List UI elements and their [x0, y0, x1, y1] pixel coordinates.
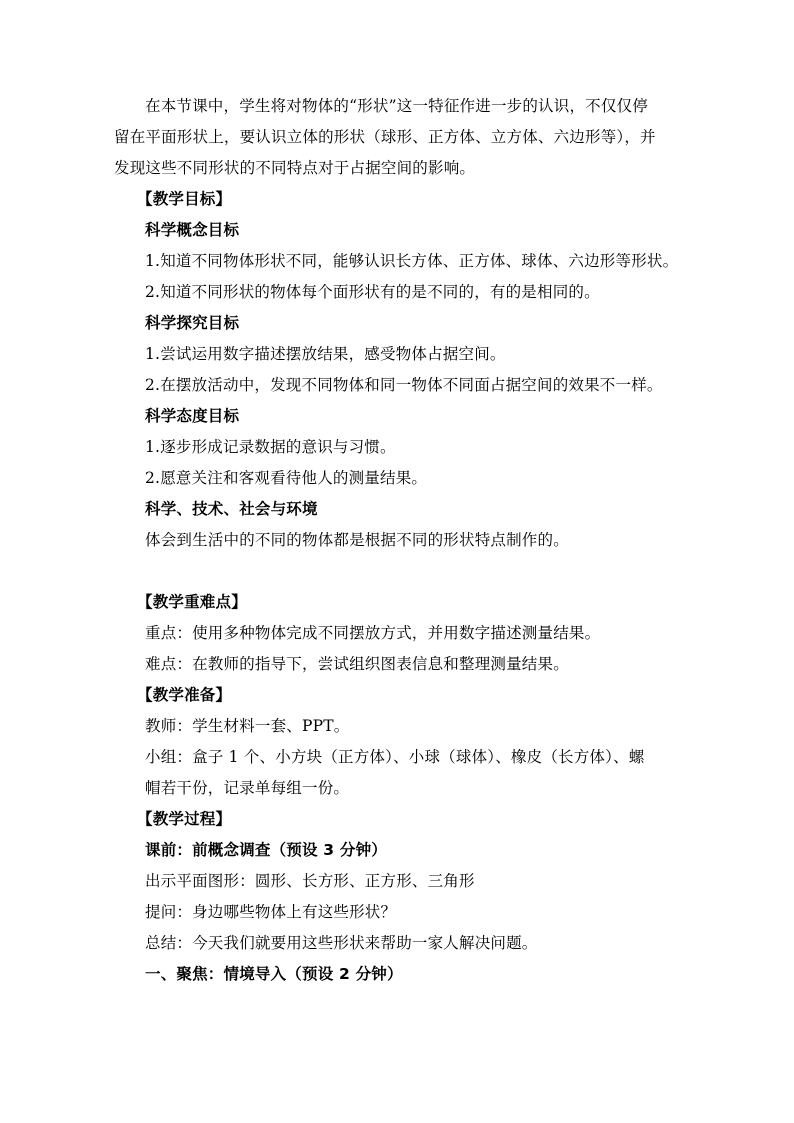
- attitude-item-1: 1.逐步形成记录数据的意识与习惯。: [145, 438, 396, 456]
- stse-heading: 科学、技术、社会与环境: [145, 500, 318, 518]
- concept-item-1: 1.知道不同物体形状不同，能够认识长方体、正方体、球体、六边形等形状。: [145, 252, 679, 270]
- prep-group-line-2: 帽若干份，记录单每组一份。: [145, 779, 350, 797]
- attitude-heading: 科学态度目标: [145, 407, 240, 425]
- process-heading: 【教学过程】: [137, 810, 232, 828]
- prep-group-line-1: 小组：盒子 1 个、小方块（正方体）、小球（球体）、橡皮（长方体）、螺: [145, 748, 645, 766]
- step1-heading: 一、聚焦：情境导入（预设 2 分钟）: [145, 965, 403, 983]
- pre-class-item-2: 提问：身边哪些物体上有这些形状？: [145, 903, 397, 921]
- pre-class-item-3: 总结：今天我们就要用这些形状来帮助一家人解决问题。: [145, 934, 538, 952]
- pre-class-item-1: 出示平面图形：圆形、长方形、正方形、三角形: [145, 872, 475, 890]
- goals-heading: 【教学目标】: [137, 190, 232, 208]
- inquiry-item-2: 2.在摆放活动中，发现不同物体和同一物体不同面占据空间的效果不一样。: [145, 376, 663, 394]
- intro-line-2: 留在平面形状上，要认识立体的形状（球形、正方体、立方体、六边形等），并: [114, 128, 656, 146]
- concept-item-2: 2.知道不同形状的物体每个面形状有的是不同的，有的是相同的。: [145, 283, 600, 301]
- intro-line-3: 发现这些不同形状的不同特点对于占据空间的影响。: [114, 159, 476, 177]
- intro-line-1: 在本节课中，学生将对物体的“形状”这一特征作进一步的认识，不仅仅停: [145, 97, 648, 115]
- attitude-item-2: 2.愿意关注和客观看待他人的测量结果。: [145, 469, 428, 487]
- pre-class-heading: 课前：前概念调查（预设 3 分钟）: [145, 841, 387, 859]
- inquiry-heading: 科学探究目标: [145, 314, 240, 332]
- inquiry-item-1: 1.尝试运用数字描述摆放结果，感受物体占据空间。: [145, 345, 506, 363]
- difficult-point: 难点：在教师的指导下，尝试组织图表信息和整理测量结果。: [145, 655, 569, 673]
- concept-heading: 科学概念目标: [145, 221, 240, 239]
- stse-text: 体会到生活中的不同的物体都是根据不同的形状特点制作的。: [145, 531, 569, 549]
- key-heading: 【教学重难点】: [137, 593, 247, 611]
- prep-teacher: 教师：学生材料一套、PPT。: [145, 717, 350, 735]
- key-point: 重点：使用多种物体完成不同摆放方式，并用数字描述测量结果。: [145, 624, 601, 642]
- prep-heading: 【教学准备】: [137, 686, 232, 704]
